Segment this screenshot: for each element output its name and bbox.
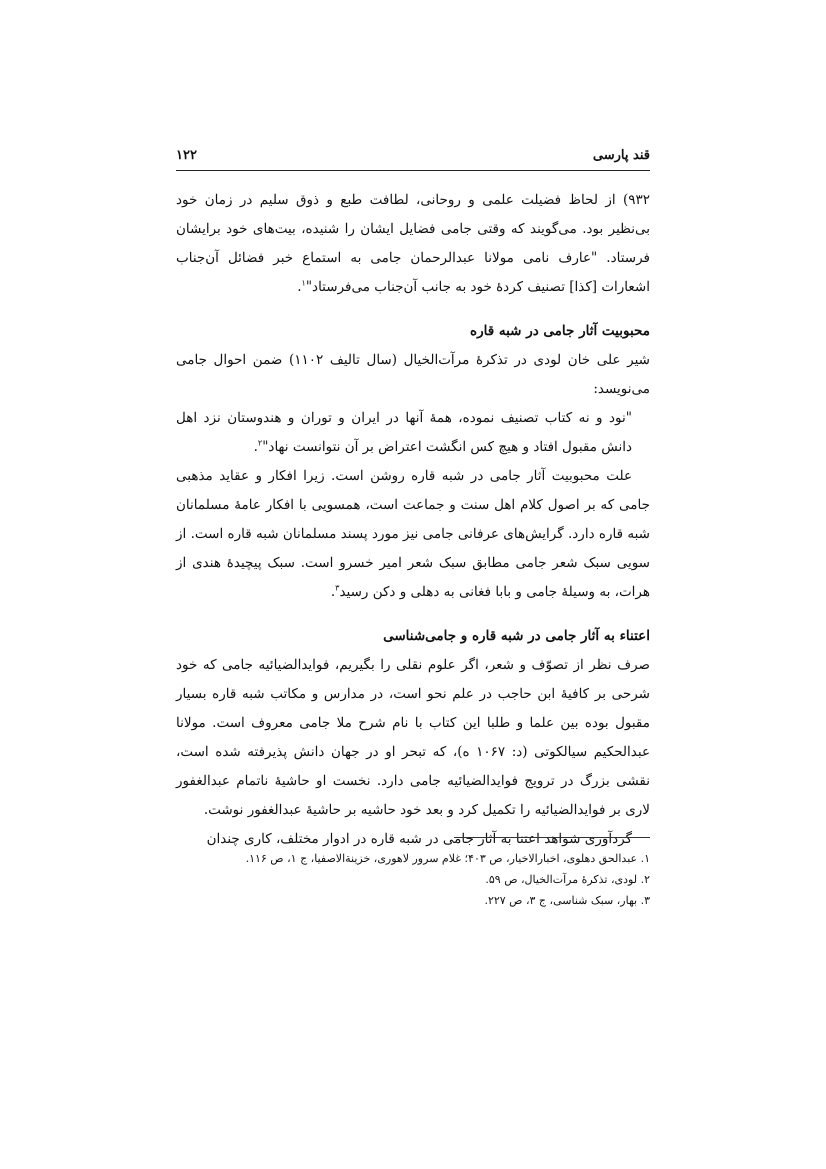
footnote-ref-1: ۱	[301, 278, 306, 288]
header-rule	[176, 170, 650, 171]
block-quote: "نود و نه کتاب تصنیف نموده، همهٔ آنها در ایران و توران و هندوستان نزد اهل دانش مقبول افتاد و هیچ کس انگشت اعتراض بر آن نتوانست نهاد"$^۲$.	[176, 410, 632, 455]
footnote-1: ۱. عبدالحق دهلوی، اخبارالاخیار، ص ۴۰۳؛ غلام سرور لاهوری، خزینةالاصفیا، ج ۱، ص ۱۱۶.	[245, 852, 650, 865]
footnote-ref-3: ۳	[335, 583, 340, 593]
paragraph-5: گردآوری شواهد اعتنا به آثار جامی در شبه قاره در ادوار مختلف، کاری چندان	[206, 831, 632, 847]
main-text	[176, 186, 650, 854]
paragraph-3: علت محبوبیت آثار جامی در شبه قاره روشن است. زیرا افکار و عقاید مذهبی جامی که بر اصول کلام اهل سنت و جماعت است، همسویی با افکار عامهٔ مسلمانان شبه قاره دارد. گرایش‌های عرفانی جامی نیز مورد پسند مسلمانان شبه قاره است. از سویی سبک شعر جامی مطابق سبک شعر امیر خسرو است. سبک پیچیدهٔ هندی از هرات، به وسیلهٔ جامی و بابا فغانی به دهلی و دکن رسید$^۳$.	[176, 468, 650, 600]
footnote-2: ۲. لودی، تذکرهٔ مرآت‌الخیال، ص ۵۹.	[485, 873, 650, 886]
page-number: ۱۲۲	[176, 148, 197, 163]
paragraph-1: ۹۳۲) از لحاظ فضیلت علمی و روحانی، لطافت طبع و ذوق سلیم در زمان خود بی‌نظیر بود. می‌گویند که وقتی جامی فضایل ایشان را شنیده، بیت‌های خود برایشان فرستاد. "عارف نامی مولانا عبدالرحمان جامی به استماع خبر فضائل آن‌جناب اشعارات [کذا] تصنیف کردهٔ خود به جانب آن‌جناب می‌فرستاد"$^۱$.	[176, 192, 650, 295]
section-heading-popularity: محبوبیت آثار جامی در شبه قاره	[470, 323, 650, 339]
paragraph-3-text: علت محبوبیت آثار جامی در شبه قاره روشن است. زیرا افکار و عقاید مذهبی جامی که بر اصول کلام اهل سنت و جماعت است، همسویی با افکار عامهٔ مسلمانان شبه قاره دارد. گرایش‌های عرفانی جامی نیز مورد پسند مسلمانان شبه قاره است. از سویی سبک شعر جامی مطابق سبک شعر امیر خسرو است. سبک پیچیدهٔ هندی از هرات، به وسیلهٔ جامی و بابا فغانی به دهلی و دکن رسید	[176, 468, 650, 600]
footnotes	[176, 848, 650, 911]
block-quote-text: "نود و نه کتاب تصنیف نموده، همهٔ آنها در ایران و توران و هندوستان نزد اهل دانش مقبول افتاد و هیچ کس انگشت اعتراض بر آن نتوانست نهاد"	[176, 410, 632, 455]
footnote-ref-2: ۲	[257, 438, 263, 448]
journal-title: قند پارسی	[592, 148, 650, 163]
paragraph-2: شیر علی خان لودی در تذکرهٔ مرآت‌الخیال (سال تالیف ۱۱۰۲) ضمن احوال جامی می‌نویسد:	[176, 352, 650, 397]
paragraph-4: صرف نظر از تصوّف و شعر، اگر علوم نقلی را بگیریم، فوایدالضیائیه جامی که خود شرحی بر کافیهٔ ابن حاجب در علم نحو است، در مدارس و مکاتب شبه قاره بسیار مقبول بوده بین علما و طلبا این کتاب با نام شرح ملا جامی معروف است. مولانا عبدالحکیم سیالکوتی (د: ۱۰۶۷ ه)، که تبحر او در جهان دانش پذیرفته شده است، نقشی بزرگ در ترویج فوایدالضیائیه جامی دارد. نخست او حاشیهٔ ناتمام عبدالغفور لاری بر فوایدالضیائیه را تکمیل کرد و بعد خود حاشیه بر حاشیهٔ عبدالغفور نوشت.	[176, 657, 651, 818]
running-header	[176, 148, 650, 172]
paragraph-1-text: ۹۳۲) از لحاظ فضیلت علمی و روحانی، لطافت طبع و ذوق سلیم در زمان خود بی‌نظیر بود. می‌گویند که وقتی جامی فضایل ایشان را شنیده، بیت‌های خود برایشان فرستاد. "عارف نامی مولانا عبدالرحمان جامی به استماع خبر فضائل آن‌جناب اشعارات [کذا] تصنیف کردهٔ خود به جانب آن‌جناب می‌فرستاد"	[176, 192, 650, 295]
footnote-3: ۳. بهار، سبک شناسی، ج ۳، ص ۲۲۷.	[484, 894, 650, 907]
section-heading-reception: اعتناء به آثار جامی در شبه قاره و جامی‌شناسی	[383, 628, 650, 644]
footnote-rule	[454, 837, 650, 838]
